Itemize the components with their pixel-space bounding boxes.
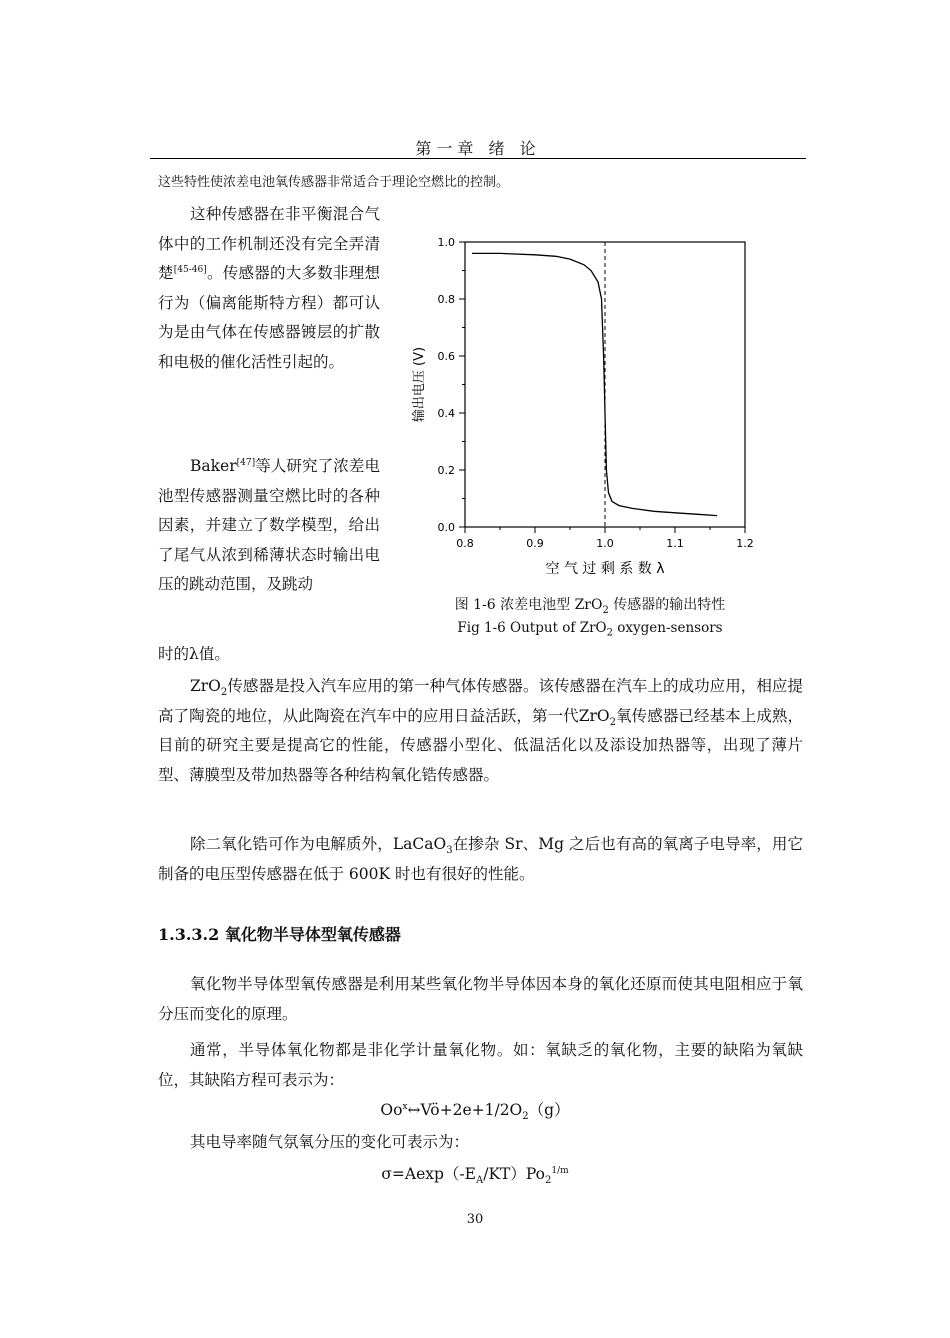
x-tick-label: 1.0 [596,537,614,550]
paragraph-text: ZrO [578,706,610,725]
paragraph-text: ZrO [190,677,221,695]
figure-caption-en [380,620,800,639]
caption-text: 传感器的输出特性 [608,597,726,613]
subscript: 2 [609,716,616,728]
figure-output-characteristic [400,230,800,577]
y-tick-label: 0.0 [437,521,455,534]
line-chart [400,230,800,590]
figure-caption-cn [380,594,800,614]
caption-text: Fig 1-6 Output of ZrO [457,620,607,636]
caption-text: 图 1-6 浓差电池型 ZrO [454,597,603,613]
equation-text: /KT）Po [483,1165,545,1183]
defect-equation [0,1098,950,1123]
equation-text: Oo [380,1101,403,1119]
superscript: 1/m [551,1165,569,1176]
equation-text: σ=Aexp（-E [381,1165,476,1183]
x-axis-label: 空 气 过 剩 系 数 λ [545,561,665,577]
conductivity-equation [0,1162,950,1187]
series-line [472,253,717,515]
caption-text: oxygen-sensors [612,620,723,636]
y-axis-label: 输出电压 (V) [412,346,427,423]
paragraph-text: 氧传感器已经基本上成熟，目前的研究主要是提高它的性能，传感器小型化、低温活化以及添设加热器等，出现了薄片型、薄膜型及带加热器等各种结构氧化锆传感器。 [158,706,803,784]
equation-text: ↔Vö+2e+1/2O [407,1101,523,1119]
paragraph-baker-tail: 时的λ值。 [158,645,230,663]
paragraph-text: 这种传感器在非平衡混合气体中的工作机制还没有完全弄清楚 [158,205,380,282]
continuation-line: 这些特性使浓差电池氧传感器非常适合于理论空燃比的控制。 [158,175,510,190]
y-tick-label: 0.4 [437,407,455,420]
paragraph-mechanism [158,200,380,377]
subscript: 2 [220,687,228,699]
citation: [45-46] [173,264,207,275]
running-header: 第一章 绪 论 [415,139,541,158]
subscript: 3 [446,845,453,857]
caption-subscript: 2 [606,627,613,639]
x-tick-label: 1.2 [736,537,754,550]
paragraph-text: 等人研究了浓差电池型传感器测量空燃比时的各种因素，并建立了数学模型，给出了尾气从浓到稀薄状态时输出电压的跳动范围，及跳动 [158,457,380,593]
y-tick-label: 0.2 [437,464,455,477]
y-tick-label: 0.8 [437,293,455,306]
paragraph-text: 。传感器的大多数非理想行为（偏离能斯特方程）都可认为是由气体在传感器镀层的扩散和电极的催化活性引起的。 [158,264,380,371]
caption-subscript: 2 [602,604,609,616]
y-tick-label: 0.6 [437,350,455,363]
superscript: x [402,1101,408,1112]
page-number: 30 [466,1212,484,1227]
paragraph-oxide-semiconductor: 氧化物半导体型氧传感器是利用某些氧化物半导体因本身的氧化还原而使其电阻相应于氧分压而变化的原理。 [158,975,803,1023]
paragraph-text: 在掺杂 Sr、Mg 之后也有高的氧离子电导率，用它制备的电压型传感器在低于 600K 时也有很好的性能。 [158,835,803,883]
subscript: 2 [522,1111,529,1123]
author-name: Baker [190,457,237,475]
paragraph-baker [158,452,380,600]
citation: [47] [236,457,256,468]
paragraph-defects: 通常，半导体氧化物都是非化学计量氧化物。如：氧缺乏的氧化物，主要的缺陷为氧缺位，其缺陷方程可表示为： [158,1041,803,1089]
y-tick-label: 1.0 [437,236,455,249]
paragraph-text: 除二氧化锆可作为电解质外，LaCaO [190,835,447,853]
paragraph-text: 传感器是投入汽车应用的第一种气体传感器。该传感器在汽车上的成功应用，相应提高了陶瓷的地位，从此陶瓷在汽车中的应用日益活跃，第一代 [158,677,803,725]
paragraph-conductivity: 其电导率随气氛氧分压的变化可表示为： [190,1133,470,1151]
x-tick-label: 1.1 [666,537,684,550]
header-rule [150,158,806,159]
subscript: 2 [545,1175,552,1187]
x-tick-label: 0.8 [456,537,474,550]
paragraph-zro2 [158,672,803,790]
paragraph-lacao3 [158,830,803,889]
section-heading: 1.3.3.2 氧化物半导体型氧传感器 [158,925,401,944]
subscript: A [475,1175,484,1187]
x-tick-label: 0.9 [526,537,544,550]
equation-text: （g） [528,1101,570,1119]
